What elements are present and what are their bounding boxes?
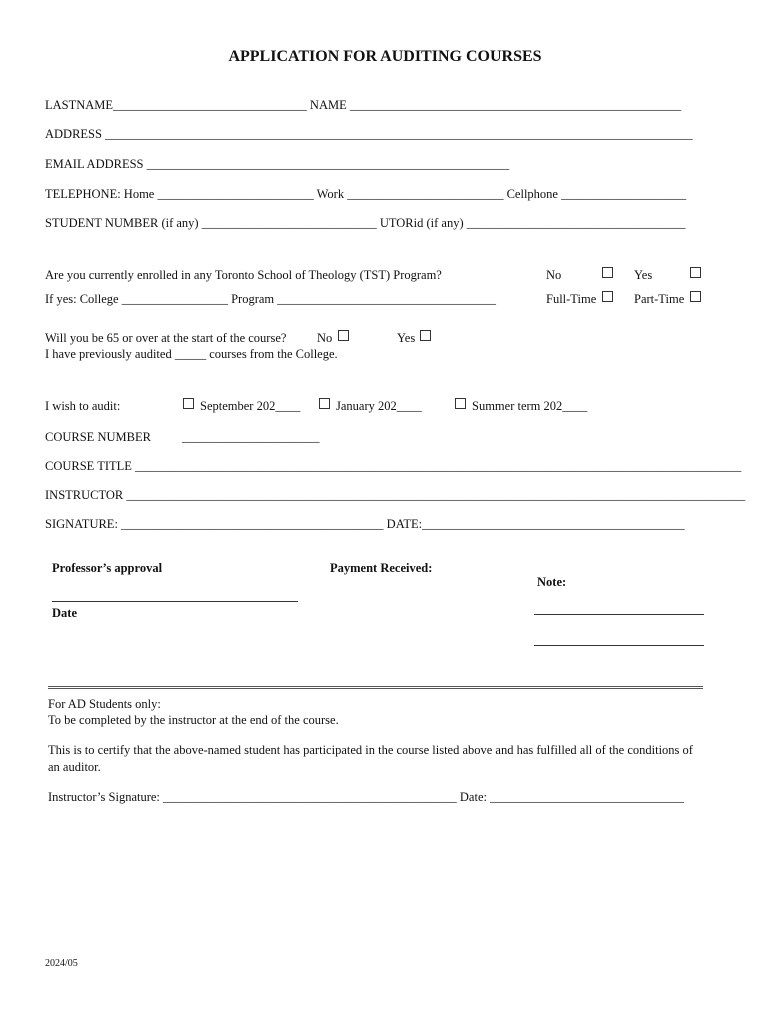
tst-yes-label: Yes: [634, 268, 653, 282]
tst-yes-checkbox[interactable]: [690, 266, 701, 281]
summer-checkbox[interactable]: [455, 397, 466, 412]
fulltime-checkbox[interactable]: [602, 290, 613, 305]
fulltime-label: Full-Time: [546, 292, 597, 306]
parttime-label: Part-Time: [634, 292, 685, 306]
audit-label: I wish to audit:: [45, 399, 121, 413]
professor-approval-label: Professor’s approval: [52, 561, 163, 575]
september-label: September 202____: [200, 399, 301, 413]
tst-no-label: No: [546, 268, 562, 282]
course-title-line[interactable]: COURSE TITLE _________________________________________________________________________________________________: [45, 459, 742, 473]
student-number-line[interactable]: STUDENT NUMBER (if any) ____________________________ UTORid (if any) ___________________________________: [45, 216, 686, 230]
signature-date-line[interactable]: SIGNATURE: __________________________________________ DATE:__________________________________________: [45, 517, 685, 531]
ad-instructions: To be completed by the instructor at the end of the course.: [48, 713, 339, 727]
lastname-name-line[interactable]: LASTNAME_______________________________ NAME _____________________________________________________: [45, 98, 682, 112]
age-yes-label: Yes: [397, 331, 416, 345]
telephone-line[interactable]: TELEPHONE: Home _________________________ Work _________________________ Cellphone ____________________: [45, 187, 687, 201]
previously-audited-line[interactable]: I have previously audited _____ courses from the College.: [45, 347, 338, 361]
age-yes-checkbox[interactable]: [420, 329, 431, 344]
instructor-line[interactable]: INSTRUCTOR ___________________________________________________________________________________________________: [45, 488, 746, 502]
payment-received-label: Payment Received:: [330, 561, 433, 575]
date-label: Date: [52, 606, 77, 620]
january-label: January 202____: [336, 399, 422, 413]
course-number-field[interactable]: ______________________: [182, 430, 320, 444]
form-title: APPLICATION FOR AUDITING COURSES: [228, 48, 542, 65]
september-checkbox[interactable]: [183, 397, 194, 412]
age-question: Will you be 65 or over at the start of the course?: [45, 331, 287, 345]
age-no-label: No: [317, 331, 333, 345]
note-label: Note:: [537, 575, 567, 589]
certification-text: This is to certify that the above-named student has participated in the course listed above and has fulfilled all of the conditions of an auditor.: [48, 743, 693, 774]
college-program-line[interactable]: If yes: College _________________ Program ___________________________________: [45, 292, 497, 306]
section-divider: [48, 686, 703, 689]
course-number-label: COURSE NUMBER: [45, 430, 151, 444]
tst-question: Are you currently enrolled in any Toronto School of Theology (TST) Program?: [45, 268, 442, 282]
january-checkbox[interactable]: [319, 397, 330, 412]
form-version: 2024/05: [45, 958, 78, 969]
ad-students-heading: For AD Students only:: [48, 697, 161, 711]
parttime-checkbox[interactable]: [690, 290, 701, 305]
tst-no-checkbox[interactable]: [602, 266, 613, 281]
professor-signature-rule[interactable]: [52, 601, 298, 602]
email-line[interactable]: EMAIL ADDRESS __________________________________________________________: [45, 157, 510, 171]
note-rule-1[interactable]: [534, 614, 704, 615]
summer-label: Summer term 202____: [472, 399, 588, 413]
age-no-checkbox[interactable]: [338, 329, 349, 344]
note-rule-2[interactable]: [534, 645, 704, 646]
instructor-signature-line[interactable]: Instructor’s Signature: _______________________________________________ Date: _______________________________: [48, 790, 684, 804]
address-line[interactable]: ADDRESS ______________________________________________________________________________________________: [45, 127, 693, 141]
